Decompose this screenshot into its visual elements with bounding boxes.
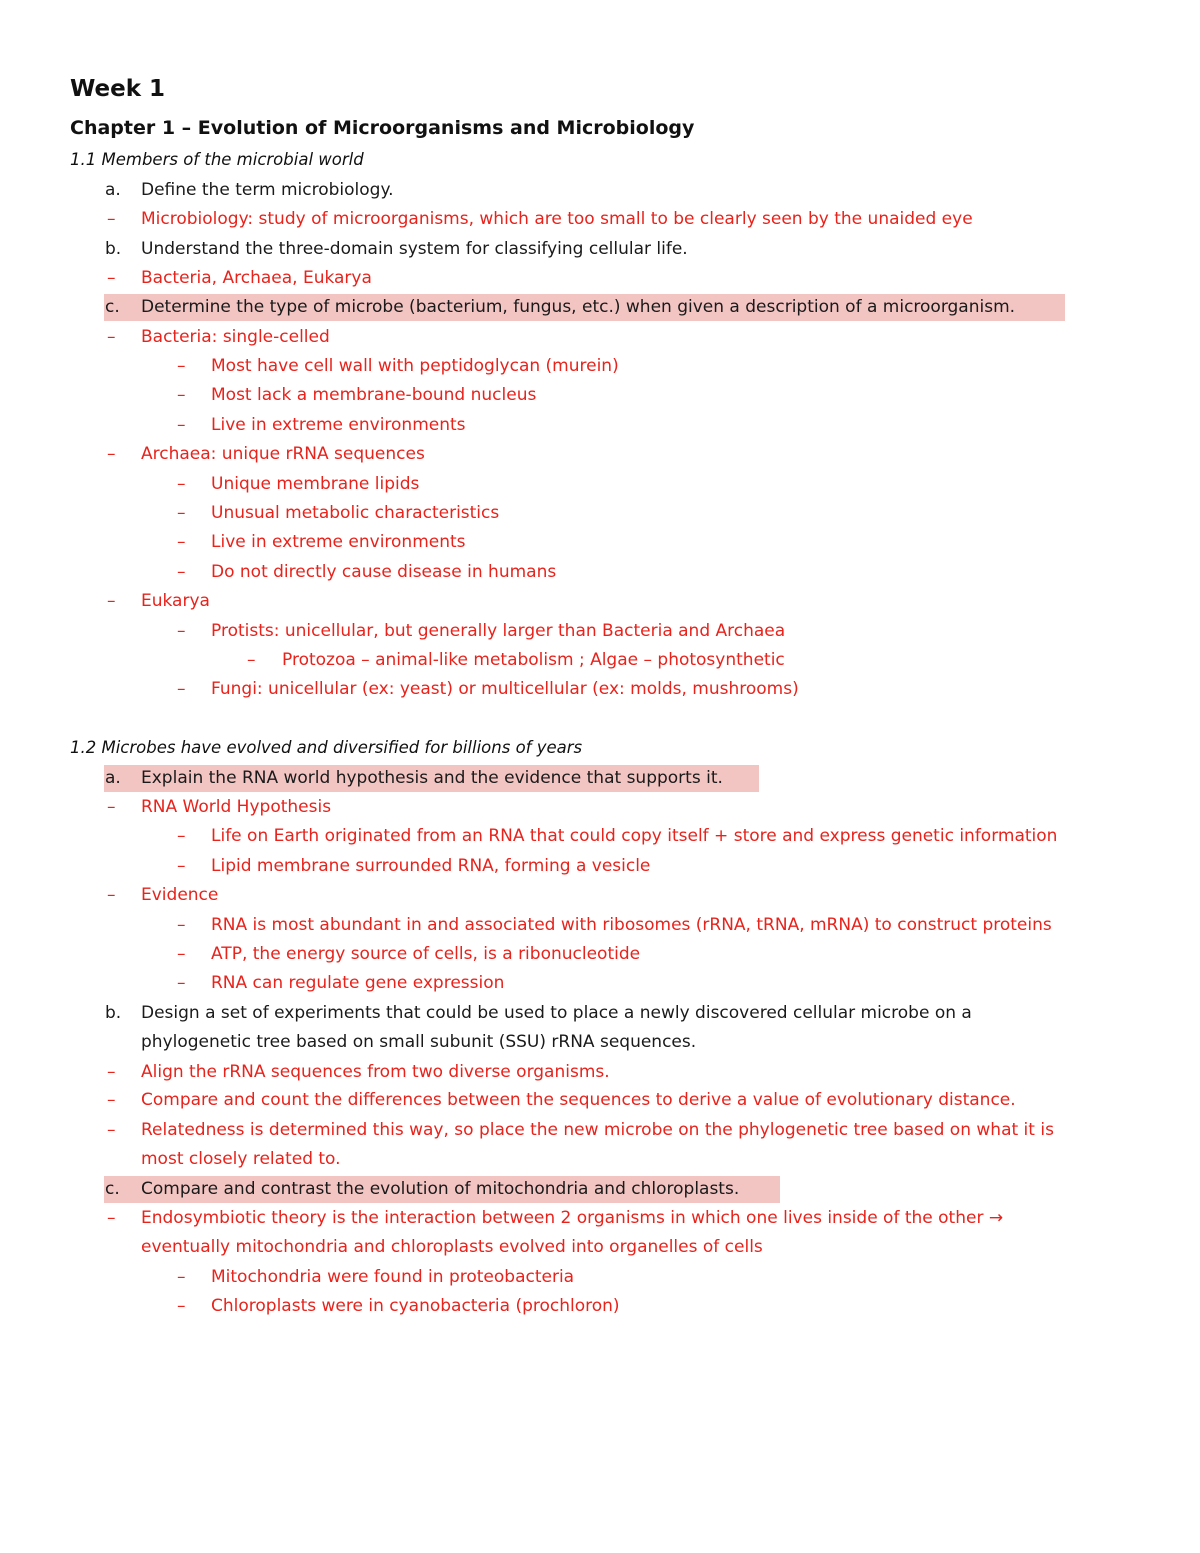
line-text: Define the term microbiology. [141, 180, 394, 200]
list-marker: – [107, 1120, 116, 1140]
list-marker: c. [105, 1179, 120, 1199]
section-heading: 1.2 Microbes have evolved and diversified for billions of years [70, 738, 583, 757]
list-marker: – [107, 209, 116, 229]
list-marker: – [177, 944, 186, 964]
line-text: Mitochondria were found in proteobacteria [211, 1267, 575, 1287]
line-text: Align the rRNA sequences from two diverse organisms. [141, 1062, 610, 1082]
list-marker: a. [105, 768, 121, 788]
list-marker: – [247, 650, 256, 670]
line-text: ATP, the energy source of cells, is a ribonucleotide [211, 944, 641, 964]
list-marker: b. [105, 1003, 122, 1023]
line-text: Relatedness is determined this way, so place the new microbe on the phylogenetic tree based on what it is [141, 1120, 1054, 1140]
line-text: Lipid membrane surrounded RNA, forming a vesicle [211, 856, 651, 876]
list-marker: c. [105, 297, 120, 317]
list-marker: b. [105, 239, 122, 259]
line-text: Do not directly cause disease in humans [211, 562, 557, 582]
list-marker: – [177, 562, 186, 582]
page-title: Week 1 [70, 76, 166, 102]
line-text: Understand the three-domain system for classifying cellular life. [141, 239, 688, 259]
line-text: RNA is most abundant in and associated with ribosomes (rRNA, tRNA, mRNA) to construct proteins [211, 915, 1052, 935]
line-text: Compare and contrast the evolution of mitochondria and chloroplasts. [141, 1179, 740, 1199]
list-marker: – [107, 444, 116, 464]
list-marker: – [177, 915, 186, 935]
line-text: Archaea: unique rRNA sequences [141, 444, 425, 464]
list-marker: – [107, 591, 116, 611]
line-text: Live in extreme environments [211, 415, 466, 435]
list-marker: – [177, 621, 186, 641]
list-marker: – [177, 415, 186, 435]
list-marker: – [177, 1267, 186, 1287]
line-text: Protists: unicellular, but generally larger than Bacteria and Archaea [211, 621, 786, 641]
section-heading: 1.1 Members of the microbial world [70, 150, 364, 169]
list-marker: – [177, 826, 186, 846]
list-marker: – [177, 1296, 186, 1316]
list-marker: – [177, 385, 186, 405]
line-text: RNA can regulate gene expression [211, 973, 505, 993]
list-marker: – [177, 356, 186, 376]
line-text: Evidence [141, 885, 219, 905]
list-marker: – [107, 1208, 116, 1228]
line-text: Microbiology: study of microorganisms, which are too small to be clearly seen by the unaided eye [141, 209, 973, 229]
line-text: Most lack a membrane-bound nucleus [211, 385, 537, 405]
line-text: Protozoa – animal-like metabolism ; Algae – photosynthetic [282, 650, 785, 670]
line-text: Bacteria: single-celled [141, 327, 330, 347]
line-text: eventually mitochondria and chloroplasts evolved into organelles of cells [141, 1237, 763, 1257]
list-marker: – [177, 532, 186, 552]
line-text: Compare and count the differences between the sequences to derive a value of evolutionary distance. [141, 1090, 1016, 1110]
line-text: Eukarya [141, 591, 210, 611]
line-text: Chloroplasts were in cyanobacteria (prochloron) [211, 1296, 620, 1316]
line-text: Determine the type of microbe (bacterium, fungus, etc.) when given a description of a microorganism. [141, 297, 1016, 317]
line-text: most closely related to. [141, 1149, 341, 1169]
list-marker: – [177, 973, 186, 993]
highlighted-objective-line [104, 294, 1065, 321]
list-marker: a. [105, 180, 121, 200]
line-text: Design a set of experiments that could be used to place a newly discovered cellular microbe on a [141, 1003, 972, 1023]
line-text: Life on Earth originated from an RNA that could copy itself + store and express genetic information [211, 826, 1058, 846]
line-text: Bacteria, Archaea, Eukarya [141, 268, 372, 288]
list-marker: – [107, 885, 116, 905]
highlighted-objective-line [104, 765, 759, 792]
line-text: phylogenetic tree based on small subunit (SSU) rRNA sequences. [141, 1032, 697, 1052]
list-marker: – [107, 797, 116, 817]
list-marker: – [177, 503, 186, 523]
list-marker: – [107, 268, 116, 288]
line-text: RNA World Hypothesis [141, 797, 332, 817]
list-marker: – [177, 474, 186, 494]
line-text: Unique membrane lipids [211, 474, 420, 494]
line-text: Endosymbiotic theory is the interaction between 2 organisms in which one lives inside of the other → [141, 1208, 1004, 1228]
line-text: Most have cell wall with peptidoglycan (murein) [211, 356, 619, 376]
line-text: Live in extreme environments [211, 532, 466, 552]
line-text: Explain the RNA world hypothesis and the evidence that supports it. [141, 768, 723, 788]
line-text: Fungi: unicellular (ex: yeast) or multicellular (ex: molds, mushrooms) [211, 679, 799, 699]
list-marker: – [177, 856, 186, 876]
chapter-heading: Chapter 1 – Evolution of Microorganisms and Microbiology [70, 117, 695, 139]
line-text: Unusual metabolic characteristics [211, 503, 500, 523]
list-marker: – [107, 327, 116, 347]
highlighted-objective-line [104, 1176, 780, 1203]
list-marker: – [107, 1062, 116, 1082]
list-marker: – [177, 679, 186, 699]
list-marker: – [107, 1090, 116, 1110]
